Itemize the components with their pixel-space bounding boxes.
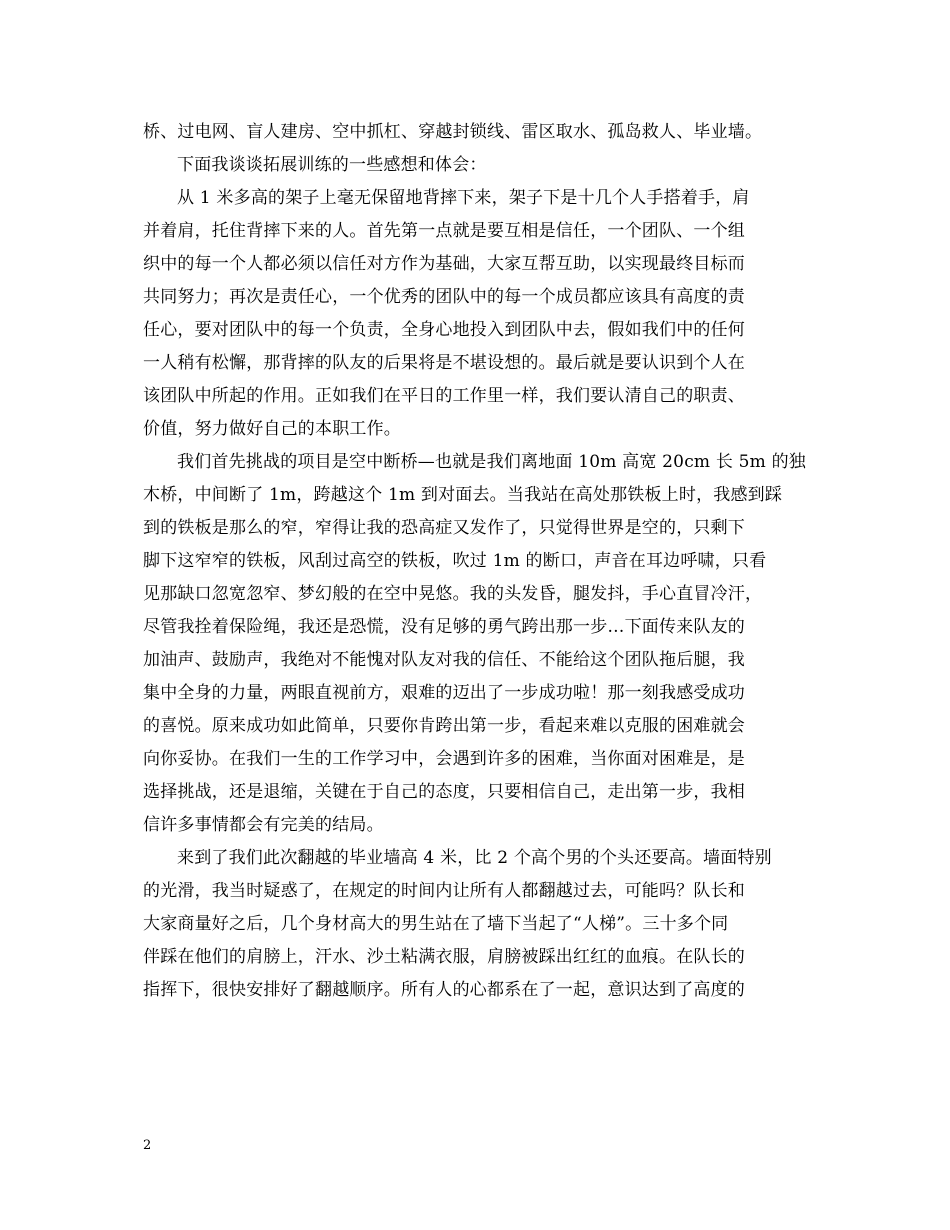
text-line: 向你妥协。在我们一生的工作学习中，会遇到许多的困难，当你面对困难是，是	[143, 749, 745, 769]
text-line: 共同努力；再次是责任心，一个优秀的团队中的每一个成员都应该具有高度的责	[143, 287, 745, 307]
text-line: 见那缺口忽宽忽窄、梦幻般的在空中晃悠。我的头发昏，腿发抖，手心直冒冷汗，	[143, 584, 763, 604]
text-line: 大家商量好之后，几个身材高大的男生站在了墙下当起了“人梯”。三十多个同	[143, 914, 729, 934]
text-line: 从 1 米多高的架子上毫无保留地背摔下来，架子下是十几个人手搭着手，肩	[177, 188, 750, 208]
text-line: 木桥，中间断了 1m，跨越这个 1m 到对面去。当我站在高处那铁板上时，我感到踩	[143, 485, 783, 505]
text-line: 脚下这窄窄的铁板，风刮过高空的铁板，吹过 1m 的断口，声音在耳边呼啸，只看	[143, 551, 767, 571]
text-line: 任心，要对团队中的每一个负责，全身心地投入到团队中去，假如我们中的任何	[143, 320, 745, 340]
text-line: 信许多事情都会有完美的结局。	[143, 815, 384, 835]
text-line: 一人稍有松懈，那背摔的队友的后果将是不堪设想的。最后就是要认识到个人在	[143, 353, 745, 373]
text-line: 价值，努力做好自己的本职工作。	[143, 419, 401, 439]
text-line: 桥、过电网、盲人建房、空中抓杠、穿越封锁线、雷区取水、孤岛救人、毕业墙。	[143, 122, 763, 142]
page-number: 2	[143, 1138, 152, 1153]
text-line: 并着肩，托住背摔下来的人。首先第一点就是要互相是信任，一个团队、一个组	[143, 221, 745, 241]
text-line: 来到了我们此次翻越的毕业墙高 4 米，比 2 个高个男的个头还要高。墙面特别	[177, 848, 772, 868]
text-line: 我们首先挑战的项目是空中断桥—也就是我们离地面 10m 高宽 20cm 长 5m 的独	[177, 452, 806, 472]
text-line: 的喜悦。原来成功如此简单，只要你肯跨出第一步，看起来难以克服的困难就会	[143, 716, 745, 736]
text-line: 到的铁板是那么的窄，窄得让我的恐高症又发作了，只觉得世界是空的，只剩下	[143, 518, 745, 538]
text-line: 织中的每一个人都必须以信任对方作为基础，大家互帮互助，以实现最终目标而	[143, 254, 745, 274]
text-line: 集中全身的力量，两眼直视前方，艰难的迈出了一步成功啦！那一刻我感受成功	[143, 683, 745, 703]
text-line: 加油声、鼓励声，我绝对不能愧对队友对我的信任、不能给这个团队拖后腿，我	[143, 650, 745, 670]
text-line: 该团队中所起的作用。正如我们在平日的工作里一样，我们要认清自己的职责、	[143, 386, 745, 406]
text-line: 下面我谈谈拓展训练的一些感想和体会：	[177, 155, 487, 175]
text-line: 伴踩在他们的肩膀上，汗水、沙土粘满衣服，肩膀被踩出红红的血痕。在队长的	[143, 947, 745, 967]
text-line: 的光滑，我当时疑惑了，在规定的时间内让所有人都翻越过去，可能吗？队长和	[143, 881, 745, 901]
text-line: 指挥下，很快安排好了翻越顺序。所有人的心都系在了一起，意识达到了高度的	[143, 980, 745, 1000]
text-line: 选择挑战，还是退缩，关键在于自己的态度，只要相信自己，走出第一步，我相	[143, 782, 745, 802]
text-line: 尽管我拴着保险绳，我还是恐慌，没有足够的勇气跨出那一步…下面传来队友的	[143, 617, 745, 637]
